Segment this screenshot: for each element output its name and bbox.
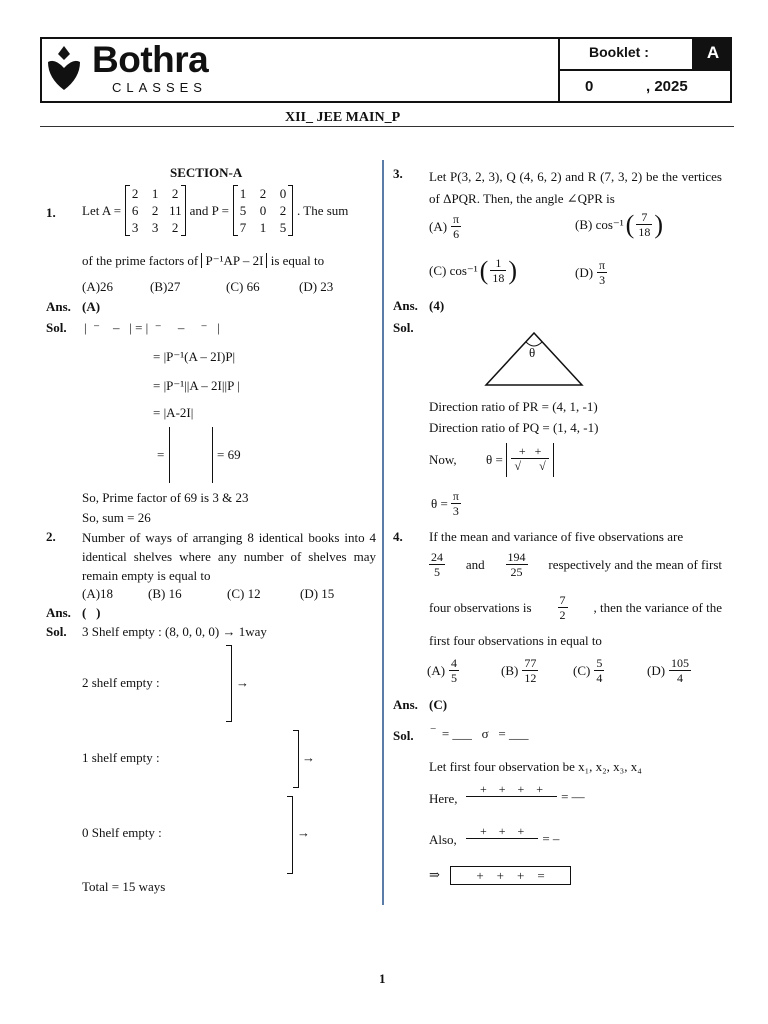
q1-sol-line7: So, sum = 26 (82, 510, 151, 525)
q1-sol-line5a: = (157, 447, 165, 462)
paper-title: XII_ JEE MAIN_P (285, 110, 401, 125)
title-rule (40, 126, 734, 127)
q3-text: Let P(3, 2, 3), Q (4, 6, 2) and R (7, 3, 2) be the vertices of ΔPQR. Then, the angle ∠QPR is (429, 169, 722, 206)
q2-answer: ( ) (82, 605, 101, 620)
q3-option-a: (A) $\frac{\pi}{6}$ (429, 212, 460, 241)
q3-option-d: (D) $\frac{\pi}{3}$ (575, 258, 606, 287)
section-heading: SECTION-A (170, 165, 243, 180)
q2-total: Total = 15 ways (82, 879, 166, 894)
q2-case-1-arrow: → (302, 750, 315, 765)
q1-sol-line1: | ⁻ – | = | ⁻ – ⁻ | (84, 320, 220, 335)
q4-line3: four observations is $\frac{7}{2}$ , then the variance of the (429, 593, 722, 622)
matrix-a: 2 1 2 6 2 11 3 3 2 (125, 185, 186, 236)
q4-options: (A) $\frac{4}{5}$ (B) $\frac{77}{12}$ (C) $\frac{5}{4}$ (D) $\frac{105}{4}$ (427, 656, 690, 685)
q1-det-bracket (169, 427, 213, 483)
q1-and-p: and P = (189, 202, 229, 218)
booklet-divider (558, 69, 732, 71)
q4-implies: ⇒ (429, 867, 440, 882)
q2-case-2-label: 2 shelf empty : (82, 675, 160, 690)
matrix-p: 1 2 0 5 0 2 7 1 5 (233, 185, 293, 236)
q2-sol-label: Sol. (46, 624, 67, 639)
booklet-code: A (694, 37, 732, 69)
q1-sol-label: Sol. (46, 320, 67, 335)
q2-case-2-arrow: → (236, 675, 249, 690)
q1-ans-label: Ans. (46, 299, 71, 314)
date-year: , 2025 (646, 78, 688, 95)
q3-ans-label: Ans. (393, 298, 418, 313)
q2-case-2-brace (226, 645, 232, 722)
q1-answer: (A) (82, 299, 101, 314)
q3-answer: (4) (429, 298, 445, 313)
q1-statement (82, 185, 378, 236)
q3-theta-label: θ (529, 345, 536, 360)
q2-case-1-brace (293, 730, 299, 788)
q2-case-0-arrow: → (297, 825, 310, 840)
q4-here: Here, (429, 791, 458, 806)
column-divider (382, 160, 384, 905)
q2-text: Number of ways of arranging 8 identical books into 4 identical shelves where any number of shelves may remain empty is equal to (82, 530, 376, 583)
q4-answer: (C) (429, 697, 448, 712)
q4-sol-label: Sol. (393, 728, 414, 743)
q4-text-line4: first four observations in equal to (429, 633, 602, 648)
q4-also: Also, (429, 832, 457, 847)
brand-subtitle: CLASSES (112, 80, 207, 95)
q3-number: 3. (393, 166, 403, 181)
page-number: 1 (379, 971, 386, 986)
q1-sol-line2: = |P⁻¹(A – 2I)P| (153, 349, 236, 364)
q2-case-0-label: 0 Shelf empty : (82, 825, 162, 840)
q4-ans-label: Ans. (393, 697, 418, 712)
date-day: 0 (585, 78, 594, 95)
brand-name: Bothra (92, 39, 209, 80)
q4-text-line1: If the mean and variance of five observations are (429, 529, 684, 544)
q4-sol-line1: ‾ = ___ σ = ___ (431, 726, 529, 741)
q4-sol-line2: Let first four observation be x₁, x₂, x₃, x₄ (429, 759, 642, 774)
booklet-label: Booklet : (589, 44, 649, 60)
q1-sol-line3: = |P⁻¹||A – 2I||P | (153, 378, 240, 393)
q3-now: Now, (429, 452, 457, 467)
brand-logo-icon (46, 44, 82, 92)
q4-number: 4. (393, 529, 403, 544)
q3-cos-expr: θ = $\frac{+ +}{√ √}$ (486, 443, 554, 477)
q1-lead: Let A = (82, 202, 122, 218)
q3-sol-label: Sol. (393, 320, 414, 335)
q4-boxed-result: + + + = (450, 866, 571, 885)
q2-sol-line1: 3 Shelf empty : (8, 0, 0, 0) → 1way (82, 624, 267, 639)
q2-case-0-brace (287, 796, 293, 874)
q1-number: 1. (46, 205, 56, 220)
q2-ans-label: Ans. (46, 605, 71, 620)
q1-sol-line6: So, Prime factor of 69 is 3 & 23 (82, 490, 249, 505)
q3-option-b: (B) cos⁻¹ ( $\frac{7}{18}$ ) (575, 209, 664, 239)
q3-dr-pq: Direction ratio of PQ = (1, 4, -1) (429, 420, 599, 435)
q1-sol-line5b: = 69 (217, 447, 241, 462)
q4-line2: $\frac{24}{5}$ and $\frac{194}{25}$ respectively and the mean of first (431, 550, 722, 579)
q2-number: 2. (46, 529, 56, 544)
q3-result: θ = $\frac{\pi}{3}$ (431, 489, 459, 518)
q4-here-frac: + + + + = — (466, 782, 585, 811)
q1-tail: . The sum (297, 202, 349, 218)
q4-also-frac: + + + = – (466, 824, 559, 853)
q3-dr-pr: Direction ratio of PR = (4, 1, -1) (429, 399, 598, 414)
q1-sol-line4: = |A-2I| (153, 405, 194, 420)
q2-case-1-label: 1 shelf empty : (82, 750, 160, 765)
q1-line2: of the prime factors of P⁻¹AP – 2I is equal to (82, 253, 325, 268)
q3-option-c: (C) cos⁻¹ ( $\frac{1}{18}$ ) (429, 255, 518, 285)
